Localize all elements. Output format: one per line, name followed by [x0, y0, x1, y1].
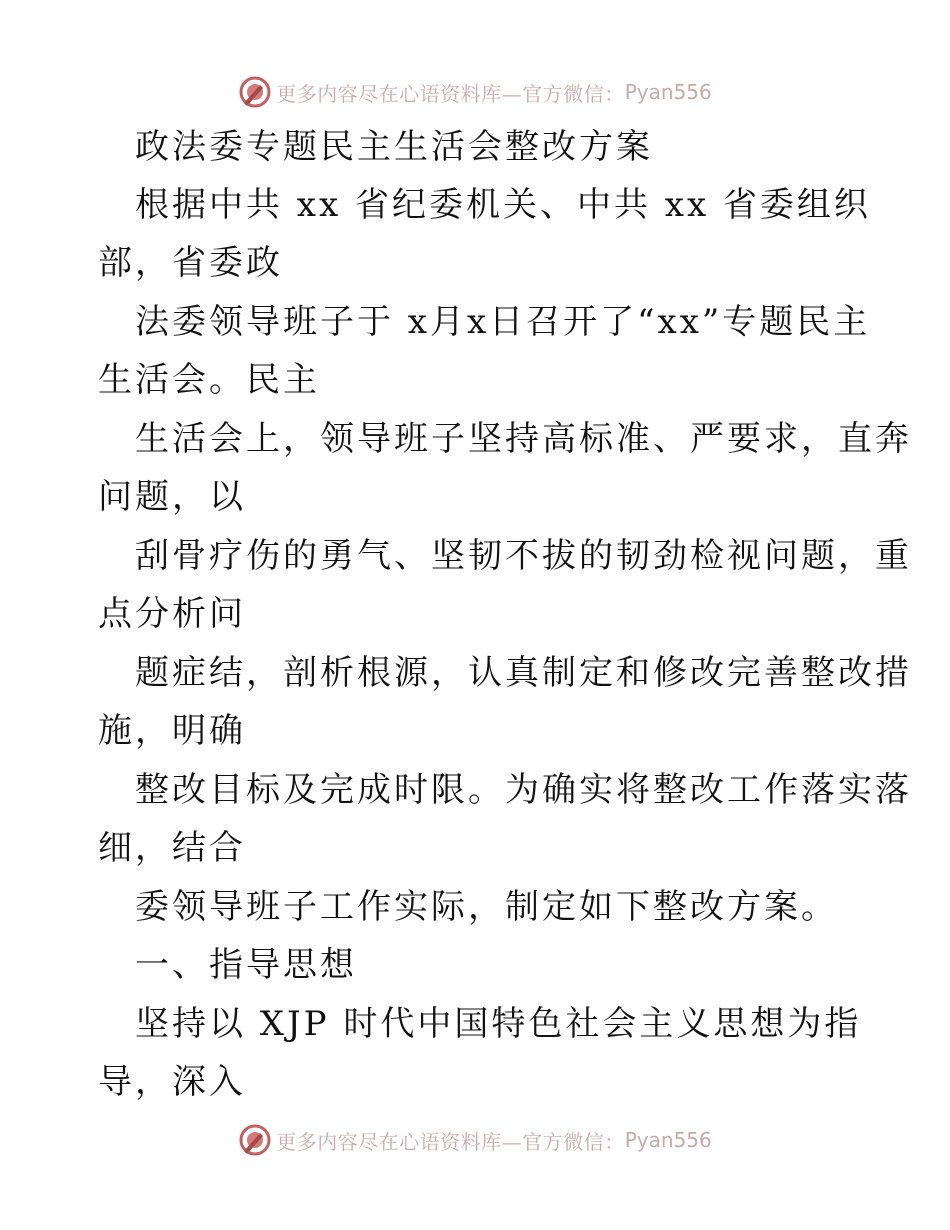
paragraph-line: 施，明确 — [98, 711, 246, 751]
pen-seal-logo-icon — [238, 1123, 272, 1157]
paragraph-line: 坚持以 XJP 时代中国特色社会主义思想为指 — [135, 1004, 862, 1044]
paragraph-line: 点分析问 — [98, 594, 246, 634]
banner-text: 更多内容尽在心语资料库—官方微信： — [276, 81, 625, 106]
paragraph-line: 生活会上，领导班子坚持高标准、严要求，直奔 — [135, 419, 912, 459]
footer-banner — [0, 1120, 950, 1160]
header-banner — [0, 72, 950, 112]
section-heading: 一、指导思想 — [135, 945, 357, 985]
paragraph-line: 问题，以 — [98, 477, 246, 517]
paragraph-line: 生活会。民主 — [98, 360, 320, 400]
paragraph-line: 题症结，剖析根源，认真制定和修改完善整改措 — [135, 653, 912, 693]
paragraph-line: 细，结合 — [98, 828, 246, 868]
paragraph-line: 法委领导班子于 x月x日召开了“xx”专题民主 — [135, 302, 871, 342]
pen-seal-logo-icon — [238, 75, 272, 109]
paragraph-line: 导，深入 — [98, 1062, 246, 1102]
banner-account: Pyan556 — [624, 80, 712, 104]
banner-text: 更多内容尽在心语资料库—官方微信： — [276, 1129, 625, 1154]
paragraph-line: 委领导班子工作实际，制定如下整改方案。 — [135, 887, 838, 927]
paragraph-line: 根据中共 xx 省纪委机关、中共 xx 省委组织 — [135, 185, 871, 225]
document-title: 政法委专题民主生活会整改方案 — [135, 127, 653, 167]
paragraph-line: 部，省委政 — [98, 243, 283, 283]
paragraph-line: 整改目标及完成时限。为确实将整改工作落实落 — [135, 770, 912, 810]
banner-account: Pyan556 — [624, 1128, 712, 1152]
paragraph-line: 刮骨疗伤的勇气、坚韧不拔的韧劲检视问题，重 — [135, 536, 912, 576]
